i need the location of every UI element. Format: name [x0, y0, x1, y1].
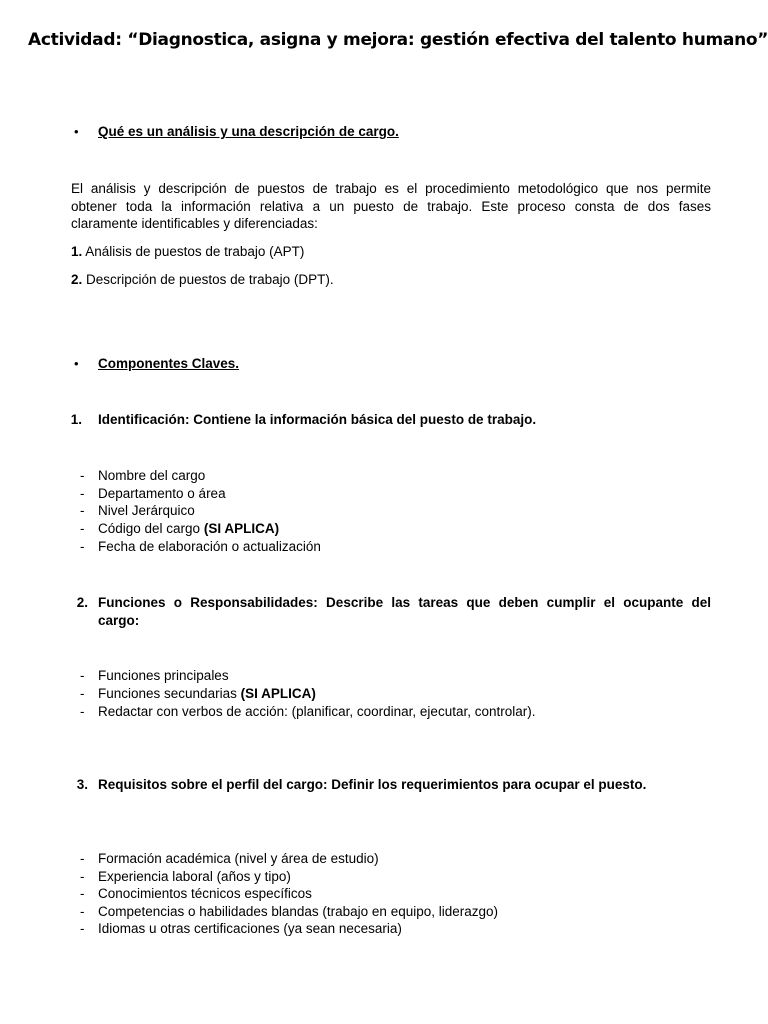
list-item-text: Redactar con verbos de acción: (planificar, coordinar, ejecutar, controlar).	[98, 704, 536, 719]
list-item	[98, 539, 321, 554]
phase-number: 2.	[71, 272, 83, 287]
list-dash: -	[80, 503, 85, 518]
phase-text: Análisis de puestos de trabajo (APT)	[82, 244, 305, 259]
bullet-marker: •	[74, 356, 79, 371]
component-title-line: cargo:	[98, 612, 140, 628]
list-item	[98, 886, 312, 901]
list-item	[98, 851, 379, 866]
list-dash: -	[80, 486, 85, 501]
document-title: Actividad: “Diagnostica, asigna y mejora: gestión efectiva del talento humano”	[28, 30, 768, 50]
list-item-text: Código del cargo	[98, 521, 204, 536]
list-dash: -	[80, 704, 85, 719]
phase-text: Descripción de puestos de trabajo (DPT).	[82, 272, 334, 287]
list-item	[98, 921, 402, 936]
list-dash: -	[80, 904, 85, 919]
phase-item	[71, 272, 334, 287]
paragraph-line: claramente identificables y diferenciadas:	[71, 216, 318, 231]
list-item	[98, 468, 205, 483]
component-title-requirements: Requisitos sobre el perfil del cargo: Definir los requerimientos para ocupar el puesto.	[98, 777, 647, 792]
list-item-text: Idiomas u otras certificaciones (ya sean necesaria)	[98, 921, 402, 936]
list-dash: -	[80, 468, 85, 483]
list-item	[98, 486, 226, 501]
list-dash: -	[80, 869, 85, 884]
list-dash: -	[80, 539, 85, 554]
paragraph-line: obtener toda la información relativa a un puesto de trabajo. Este proceso consta de dos fases	[71, 198, 711, 214]
component-title-functions	[98, 594, 711, 629]
list-item	[98, 686, 316, 701]
list-item-text: Nivel Jerárquico	[98, 503, 195, 518]
list-item-note: (SI APLICA)	[203, 521, 280, 536]
component-title-line: Funciones o Responsabilidades: Describe las tareas que deben cumplir el ocupante del	[98, 595, 711, 610]
component-number: 3.	[76, 777, 88, 792]
section-heading-analysis: Qué es un análisis y una descripción de cargo.	[98, 124, 399, 139]
list-item-text: Funciones principales	[98, 668, 229, 683]
component-number: 2.	[76, 595, 88, 610]
list-item	[98, 521, 279, 536]
list-item-text: Nombre del cargo	[98, 468, 206, 483]
phase-item	[71, 244, 304, 259]
list-item-text: Competencias o habilidades blandas (trabajo en equipo, liderazgo)	[98, 904, 499, 919]
list-item	[98, 904, 498, 919]
phase-number: 1.	[71, 244, 83, 259]
list-item	[98, 704, 535, 719]
component-number: 1.	[70, 412, 82, 427]
list-item-text: Funciones secundarias	[98, 686, 241, 701]
paragraph-line: El análisis y descripción de puestos de trabajo es el procedimiento metodológico que nos permite	[71, 181, 711, 196]
list-dash: -	[80, 886, 85, 901]
list-dash: -	[80, 921, 85, 936]
component-title-identification: Identificación: Contiene la información básica del puesto de trabajo.	[98, 412, 537, 427]
list-dash: -	[80, 851, 85, 866]
list-dash: -	[80, 668, 85, 683]
list-item	[98, 668, 229, 683]
intro-paragraph	[71, 180, 711, 233]
section-heading-components: Componentes Claves.	[98, 356, 240, 371]
list-item-text: Departamento o área	[98, 486, 226, 501]
list-item-text: Formación académica (nivel y área de estudio)	[98, 851, 379, 866]
list-dash: -	[80, 686, 85, 701]
list-item-text: Experiencia laboral (años y tipo)	[98, 869, 291, 884]
list-item	[98, 869, 291, 884]
bullet-marker: •	[74, 124, 79, 139]
list-item-text: Fecha de elaboración o actualización	[98, 539, 321, 554]
list-item-note: (SI APLICA)	[240, 686, 316, 701]
list-dash: -	[80, 521, 85, 536]
list-item-text: Conocimientos técnicos específicos	[98, 886, 312, 901]
list-item	[98, 503, 195, 518]
